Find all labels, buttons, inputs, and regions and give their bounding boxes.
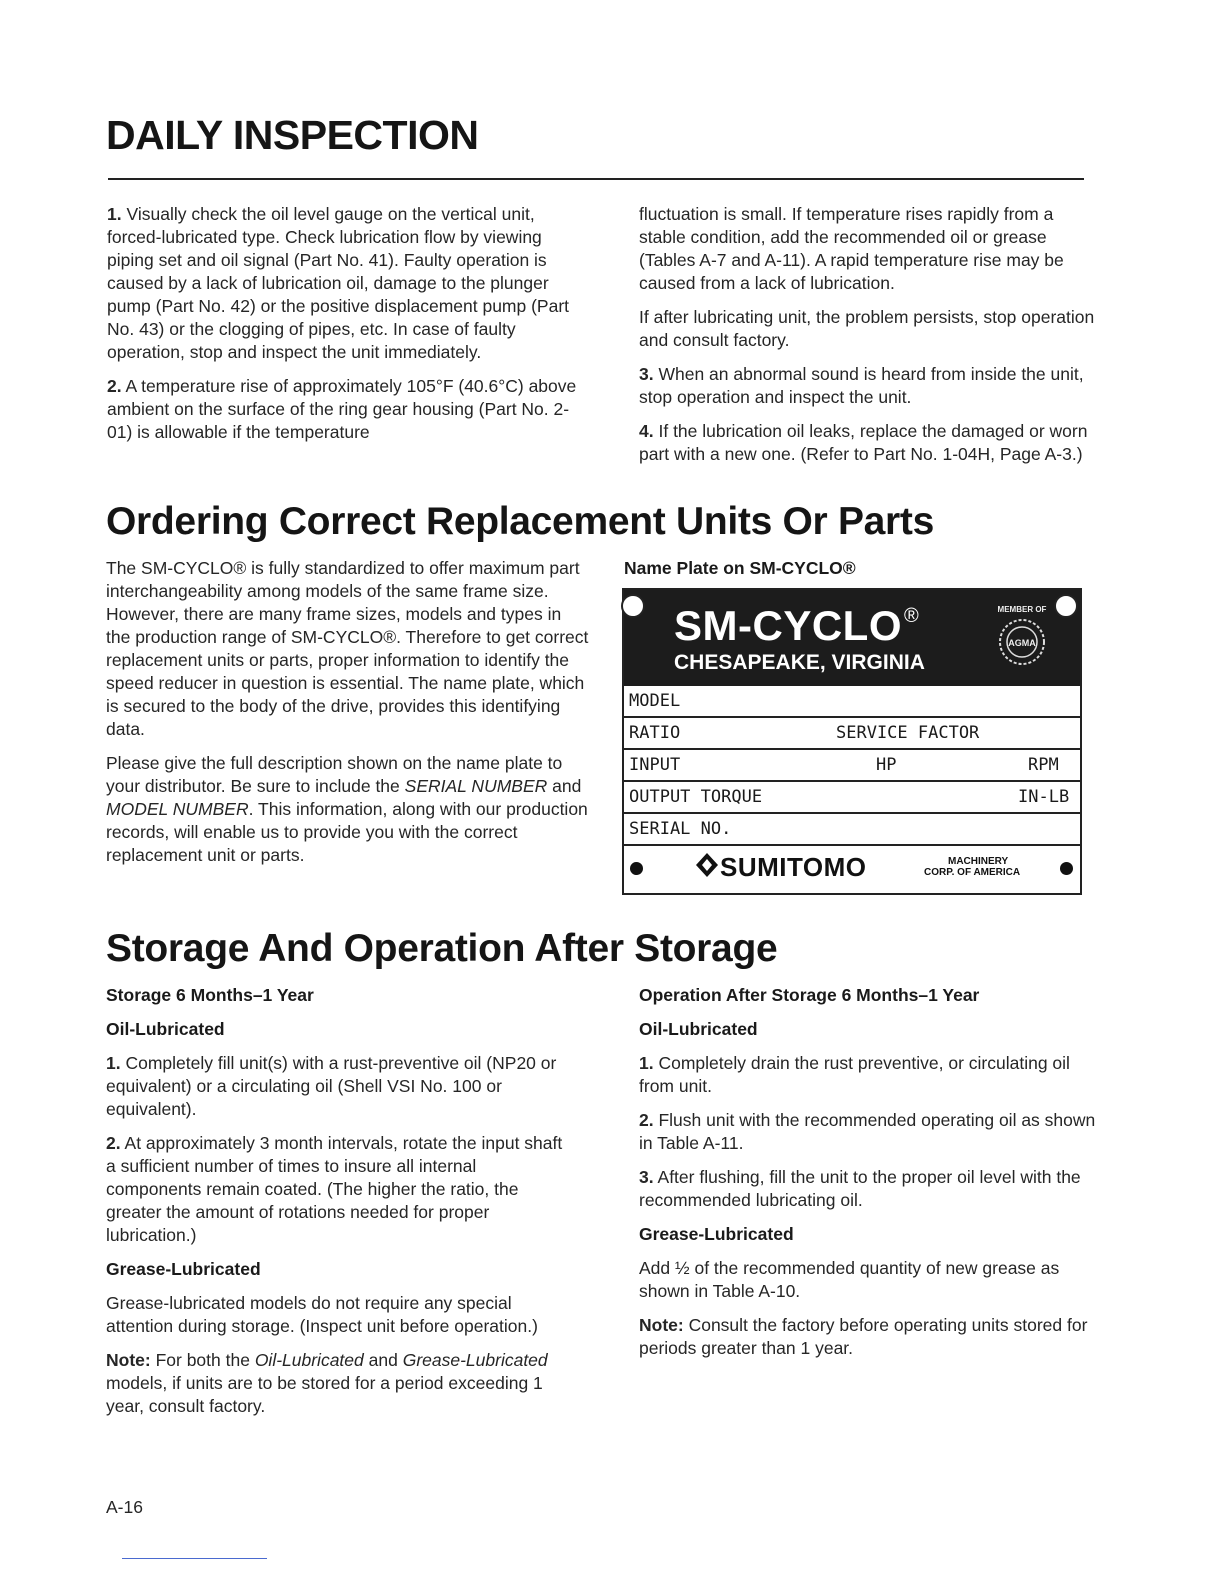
storage-item-2 — [106, 1132, 576, 1247]
bottom-divider — [122, 1558, 267, 1559]
mounting-hole-icon — [621, 594, 645, 618]
text-run: and — [547, 776, 582, 796]
sumitomo-logo-icon — [696, 853, 718, 877]
storage-left-note — [106, 1349, 576, 1418]
storage-title: Storage And Operation After Storage — [106, 927, 778, 970]
item-text: After flushing, fill the unit to the proper oil level with the recommended lubricating oil. — [639, 1167, 1081, 1210]
item-number: 2. — [106, 1133, 121, 1153]
ordering-text-column — [106, 557, 590, 878]
note-emphasis-grease: Grease-Lubricated — [402, 1350, 548, 1370]
storage-right-grease-text: Add ½ of the recommended quantity of new grease as shown in Table A-10. — [639, 1258, 1060, 1301]
item-text: If the lubrication oil leaks, replace the damaged or worn part with a new one. (Refer to Part No. 1-04H, Page A-3.) — [639, 421, 1088, 464]
seal-top-text: MEMBER OF — [997, 605, 1047, 614]
item-number: 3. — [639, 1167, 654, 1187]
name-plate-footer — [624, 846, 1080, 892]
storage-left-grease-heading: Grease-Lubricated — [106, 1259, 261, 1279]
plate-row-ratio — [624, 718, 1080, 750]
plate-label-output-torque: OUTPUT TORQUE — [629, 787, 763, 807]
agma-seal-icon — [982, 598, 1062, 678]
maker-subtitle — [924, 856, 1020, 878]
item-number: 4. — [639, 421, 654, 441]
ordering-paragraph-1: The SM-CYCLO® is fully standardized to offer maximum part interchangeability among models of the same frame size. However, there are many frame sizes, models and types in the production range of SM-CYCLO®. Therefore to get correct replacement units or parts, proper information to identify the speed reducer in question is essential. The name plate, which is secured to the body of the drive, provides this identifying data. — [106, 558, 589, 739]
serial-number-emphasis: SERIAL NUMBER — [404, 776, 548, 796]
item-number: 1. — [106, 1053, 121, 1073]
inspection-item-2-followup: If after lubricating unit, the problem persists, stop operation and consult factory. — [639, 307, 1095, 350]
registered-mark: ® — [904, 605, 920, 627]
ordering-title: Ordering Correct Replacement Units Or Parts — [106, 500, 934, 543]
ordering-paragraph-2 — [106, 752, 590, 867]
plate-label-rpm: RPM — [1028, 755, 1059, 775]
inspection-item-2-continued: fluctuation is small. If temperature rises rapidly from a stable condition, add the recommended oil or grease (Tables A-7 and A-11). A rapid temperature rise may be caused from a lack of lubrication. — [639, 204, 1064, 293]
page-number: A-16 — [106, 1497, 143, 1517]
storage-left-heading: Storage 6 Months–1 Year — [106, 985, 314, 1005]
text-run: Please give the full description shown on the name plate to your distributor. Be sure to include the — [106, 753, 563, 796]
name-plate-caption: Name Plate on SM-CYCLO® — [624, 558, 856, 578]
maker-subtitle-line-1: MACHINERY — [948, 856, 1009, 867]
item-text: At approximately 3 month intervals, rotate the input shaft a sufficient number of times to insure all internal components remain coated. (The higher the ratio, the greater the amount of rotations needed for proper lubrication.) — [106, 1133, 563, 1245]
inspection-item-3 — [639, 363, 1101, 409]
inspection-item-2 — [107, 375, 577, 444]
plate-label-model: MODEL — [629, 691, 681, 711]
seal-center-text: AGMA — [1008, 638, 1036, 648]
note-label: Note: — [106, 1350, 151, 1370]
maker-subtitle-line-2: CORP. OF AMERICA — [924, 867, 1021, 878]
storage-left-column — [106, 984, 576, 1429]
title-divider — [108, 178, 1084, 180]
rivet-icon — [1060, 862, 1073, 875]
storage-right-note — [639, 1314, 1109, 1360]
plate-label-hp: HP — [876, 755, 897, 775]
item-number: 1. — [107, 204, 122, 224]
item-text: When an abnormal sound is heard from inside the unit, stop operation and inspect the unit. — [639, 364, 1084, 407]
daily-inspection-left-column — [107, 203, 577, 455]
item-text: Flush unit with the recommended operating oil as shown in Table A-11. — [639, 1110, 1096, 1153]
item-text: Visually check the oil level gauge on the vertical unit, forced-lubricated type. Check lubrication flow by viewing piping set and oil signal (Part No. 41). Faulty operation is caused by a lack of lubrication oil, damage to the plunger pump (Part No. 42) or the positive displacement pump (Part No. 43) or the clogging of pipes, etc. In case of faulty operation, stop and inspect the unit immediately. — [107, 204, 570, 362]
note-emphasis-oil: Oil-Lubricated — [254, 1350, 364, 1370]
text-run: models, if units are to be stored for a period exceeding 1 year, consult factory. — [106, 1373, 543, 1416]
plate-row-output-torque — [624, 782, 1080, 814]
plate-label-service-factor: SERVICE FACTOR — [836, 723, 980, 743]
storage-right-oil-heading: Oil-Lubricated — [639, 1019, 758, 1039]
text-run: Consult the factory before operating units stored for periods greater than 1 year. — [639, 1315, 1088, 1358]
plate-row-input — [624, 750, 1080, 782]
item-text: Completely fill unit(s) with a rust-preventive oil (NP20 or equivalent) or a circulating oil (Shell VSI No. 100 or equivalent). — [106, 1053, 557, 1119]
inspection-item-4 — [639, 420, 1101, 466]
item-text: A temperature rise of approximately 105°F (40.6°C) above ambient on the surface of the ring gear housing (Part No. 2-01) is allowable if the temperature — [107, 376, 577, 442]
plate-row-serial — [624, 814, 1080, 846]
brand-text: SM-CYCLO — [674, 602, 902, 649]
maker-name: SUMITOMO — [720, 852, 867, 882]
plate-label-in-lb: IN-LB — [1018, 787, 1070, 807]
name-plate-brand — [674, 602, 919, 650]
storage-right-column — [639, 984, 1109, 1371]
storage-right-heading: Operation After Storage 6 Months–1 Year — [639, 985, 980, 1005]
name-plate-header — [624, 590, 1080, 686]
item-number: 1. — [639, 1053, 654, 1073]
item-number: 3. — [639, 364, 654, 384]
daily-inspection-title: DAILY INSPECTION — [106, 112, 479, 158]
operation-item-2 — [639, 1109, 1109, 1155]
storage-left-oil-heading: Oil-Lubricated — [106, 1019, 225, 1039]
text-run: For both the — [150, 1350, 255, 1370]
inspection-item-1 — [107, 203, 577, 364]
storage-right-grease-heading: Grease-Lubricated — [639, 1224, 794, 1244]
name-plate — [622, 588, 1082, 895]
text-run: . This information, along with our production records, will enable us to provide you with the correct replacement unit or parts. — [106, 799, 588, 865]
plate-row-model — [624, 686, 1080, 718]
plate-label-input: INPUT — [629, 755, 681, 775]
name-plate-city: CHESAPEAKE, VIRGINIA — [674, 651, 925, 674]
model-number-emphasis: MODEL NUMBER — [106, 799, 249, 819]
text-run: and — [363, 1350, 403, 1370]
operation-item-1 — [639, 1052, 1109, 1098]
item-number: 2. — [639, 1110, 654, 1130]
operation-item-3 — [639, 1166, 1109, 1212]
plate-label-serial: SERIAL NO. — [629, 819, 732, 839]
plate-label-ratio: RATIO — [629, 723, 681, 743]
item-text: Completely drain the rust preventive, or circulating oil from unit. — [639, 1053, 1070, 1096]
rivet-icon — [630, 862, 643, 875]
note-label: Note: — [639, 1315, 684, 1335]
storage-left-grease-text: Grease-lubricated models do not require any special attention during storage. (Inspect unit before operation.) — [106, 1293, 538, 1336]
item-number: 2. — [107, 376, 122, 396]
daily-inspection-right-column — [639, 203, 1101, 477]
storage-item-1 — [106, 1052, 576, 1121]
